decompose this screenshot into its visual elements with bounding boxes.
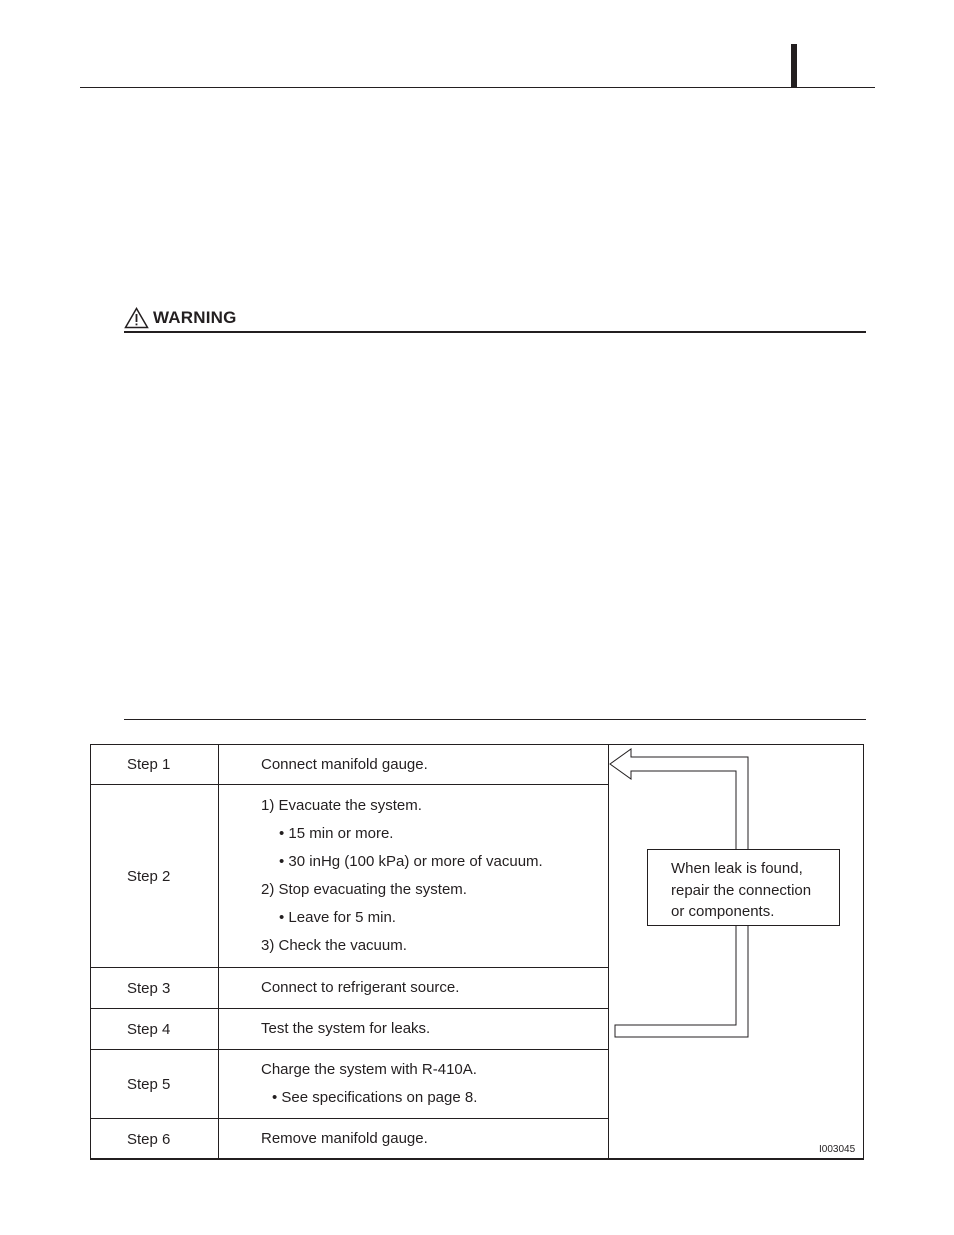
warning-rule — [124, 331, 866, 333]
step-line: 1) Evacuate the system. — [261, 797, 422, 814]
leak-note-line: repair the connection — [671, 881, 812, 899]
step-line: Remove manifold gauge. — [261, 1130, 428, 1147]
warning-heading — [124, 306, 237, 330]
step-label: Step 5 — [91, 1050, 219, 1119]
step-line: Test the system for leaks. — [261, 1020, 431, 1037]
leak-note-line: or components. — [671, 903, 775, 920]
leak-note-box — [647, 849, 840, 926]
step-line: Charge the system with R-410A. — [261, 1061, 477, 1078]
step-line: Connect manifold gauge. — [261, 755, 428, 773]
step-line: • Leave for 5 min. — [279, 909, 396, 926]
step-label: Step 4 — [91, 1009, 219, 1050]
header-rule — [80, 87, 875, 88]
section-rule — [124, 719, 866, 720]
leak-note-line: When leak is found, — [671, 860, 803, 877]
step-label: Step 3 — [91, 968, 219, 1009]
step-line: Connect to refrigerant source. — [261, 979, 460, 996]
step-label: Step 2 — [91, 785, 219, 968]
step-line: • See specifications on page 8. — [272, 1089, 478, 1106]
procedure-flowchart — [90, 744, 864, 1159]
leak-return-arrow — [90, 744, 864, 1159]
figure-id: I003045 — [819, 1144, 856, 1155]
step-line: 3) Check the vacuum. — [261, 937, 407, 954]
step-line: • 30 inHg (100 kPa) or more of vacuum. — [279, 853, 543, 870]
warning-label: WARNING — [153, 308, 237, 327]
step-line: • 15 min or more. — [279, 825, 394, 842]
step-label: Step 1 — [91, 745, 219, 785]
step-line: 2) Stop evacuating the system. — [261, 881, 467, 898]
step-label: Step 6 — [91, 1119, 219, 1160]
header-tab-marker — [791, 44, 797, 88]
warning-triangle-icon — [124, 307, 149, 329]
